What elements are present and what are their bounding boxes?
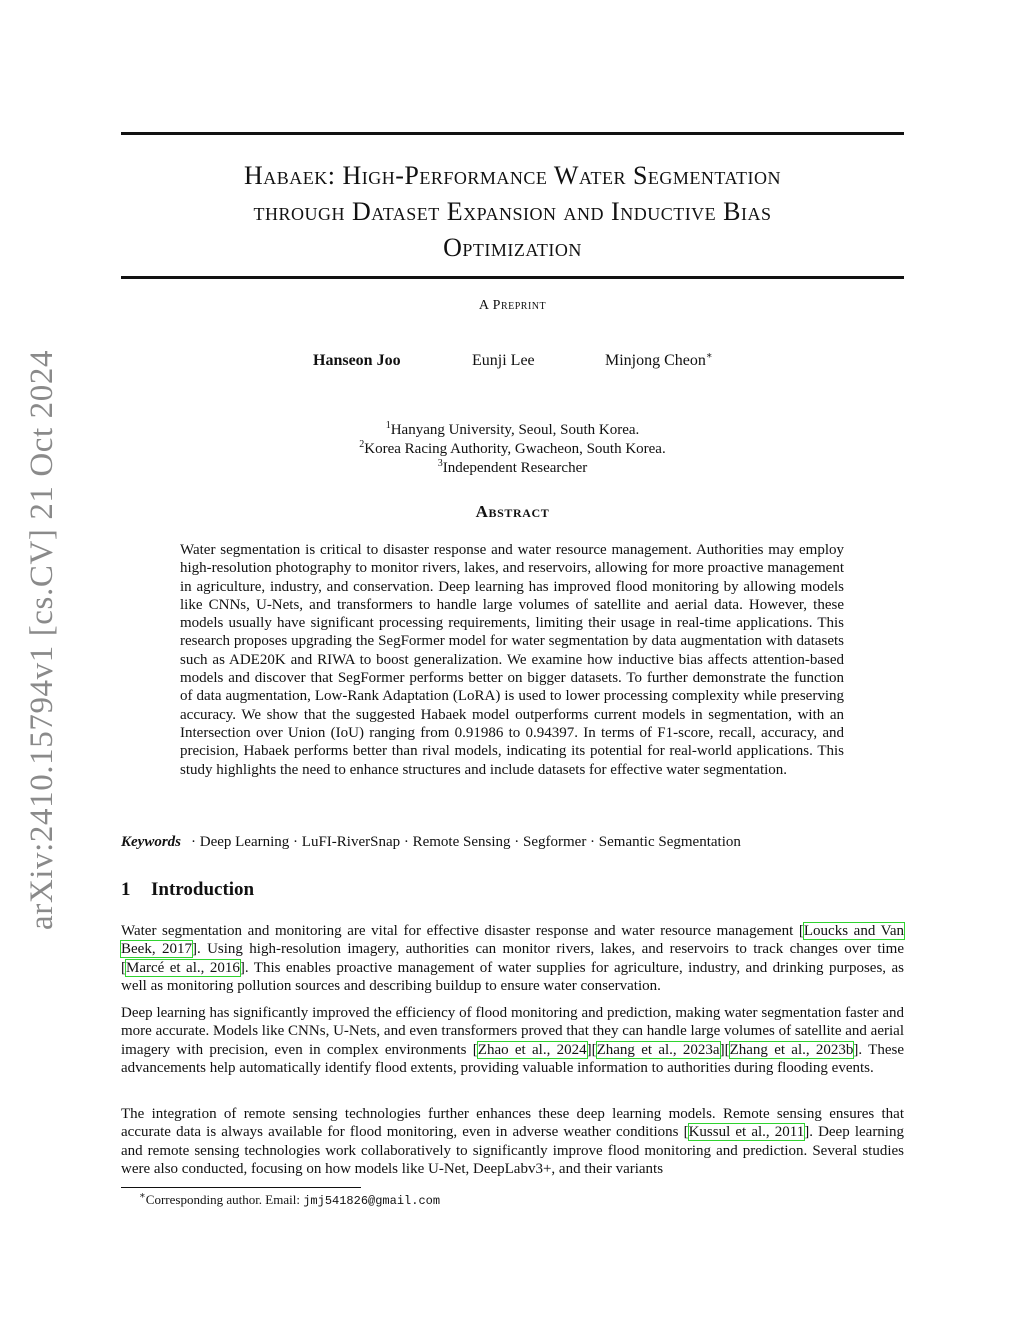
arxiv-identifier: arXiv:2410.15794v1 [cs.CV] 21 Oct 2024 — [24, 349, 60, 930]
author-3-name: Minjong Cheon — [605, 352, 706, 369]
intro-paragraph-3 — [121, 1105, 904, 1179]
title-rule-bottom — [121, 276, 904, 279]
footnote — [139, 1192, 440, 1208]
footnote-rule — [121, 1187, 361, 1188]
keywords-text: · Deep Learning · LuFI-RiverSnap · Remote Sensing · Segformer · Semantic Segmentation — [191, 834, 741, 850]
section-title: Introduction — [151, 879, 255, 900]
section-number: 1 — [121, 879, 131, 900]
keywords-label: Keywords — [121, 834, 181, 850]
affiliation-3-number: 3 — [437, 458, 443, 469]
affiliation-1-text: Hanyang University, Seoul, South Korea. — [390, 422, 640, 438]
footnote-mark: ∗ — [139, 1190, 146, 1202]
abstract-heading: Abstract — [475, 502, 550, 521]
keywords-line — [121, 834, 904, 851]
footnote-text: Corresponding author. Email: — [145, 1192, 304, 1207]
text-run: ]. This enables proactive management of water supplies for agriculture, industry, and drinking purposes, as well as monitoring pollution sources and describing buildup to ensure water conservation. — [121, 959, 904, 995]
affiliation-1-number: 1 — [385, 420, 391, 431]
affiliation-2-text: Korea Racing Authority, Gwacheon, South Korea. — [364, 441, 666, 457]
affiliations — [121, 421, 904, 478]
title-line-2: through Dataset Expansion and Inductive Bias — [253, 197, 772, 226]
affiliation-1 — [121, 421, 904, 440]
text-run: ][ — [719, 1041, 730, 1058]
paper-title — [121, 158, 904, 266]
affiliation-2-number: 2 — [359, 439, 365, 450]
author-1-name: Hanseon Joo — [313, 352, 401, 369]
section-heading-introduction — [121, 879, 254, 901]
text-run: ]. Using high-resolution imagery, authorities can monitor rivers, lakes, and reservoirs to track changes over time [ — [121, 941, 904, 976]
text-run: Deep learning has significantly improved the efficiency of flood monitoring and prediction, making water segmentation faster and more accurate. Models like CNNs, U-Nets, and even transformers proved that they can handle large volumes of satellite and aerial imagery with precision, even in complex environments [ — [121, 1005, 904, 1058]
intro-paragraph-2 — [121, 1004, 904, 1078]
citation-link[interactable]: Zhang et al., 2023a — [596, 1041, 720, 1058]
author-2 — [472, 352, 535, 370]
text-run: ]. Deep learning and remote sensing technologies work collaboratively to significantly improve flood monitoring and prediction. Several studies were also conducted, focusing on how models like U-Net, DeepLabv3+, and their variants — [121, 1124, 904, 1178]
corresponding-mark: ∗ — [705, 350, 713, 362]
affiliation-2 — [121, 440, 904, 459]
corresponding-email[interactable]: jmj541826@gmail.com — [303, 1194, 441, 1208]
title-rule-top — [121, 132, 904, 135]
title-line-1: Habaek: High-Performance Water Segmentation — [244, 161, 781, 190]
text-run: The integration of remote sensing technologies further enhances these deep learning models. Remote sensing ensures that accurate data is always available for flood monitoring, even in adverse weather conditions [ — [121, 1106, 904, 1141]
author-2-name: Eunji Lee — [472, 352, 535, 369]
citation-link[interactable]: Zhao et al., 2024 — [477, 1041, 587, 1058]
citation-link[interactable]: Kussul et al., 2011 — [688, 1124, 805, 1141]
citation-link[interactable]: Zhang et al., 2023b — [729, 1041, 854, 1058]
text-run: Water segmentation and monitoring are vital for effective disaster response and water resource management [ — [121, 923, 804, 939]
title-line-3: Optimization — [443, 233, 582, 262]
citation-link[interactable]: Marcé et al., 2016 — [126, 959, 240, 976]
preprint-label: A Preprint — [478, 298, 547, 313]
author-3 — [605, 352, 713, 370]
author-1 — [313, 352, 401, 370]
affiliation-3-text: Independent Researcher — [442, 460, 588, 476]
affiliation-3 — [121, 459, 904, 478]
text-run: ]. These advancements help automatically identify flood extents, providing valuable information to authorities during flooding events. — [121, 1041, 904, 1077]
intro-paragraph-1 — [121, 922, 904, 996]
text-run: ][ — [586, 1041, 597, 1058]
abstract-text: Water segmentation is critical to disaster response and water resource management. Authorities may employ high-resolution photography to monitor rivers, lakes, and reservoirs, allowing for more proactive management in agriculture, industry, and conservation. Deep learning has improved flood monitoring by allowing models like CNNs, U-Nets, and transformers to handle large volumes of satellite and aerial data. However, these models usually have significant processing requirements, limiting their usage in real-time applications. This research proposes upgrading the SegFormer model for water segmentation by data augmentation with datasets such as ADE20K and RIWA to boost generalization. We examine how inductive bias affects attention-based models and discover that SegFormer performs better on bigger datasets. To further demonstrate the function of data augmentation, Low-Rank Adaptation (LoRA) is used to lower processing complexity while preserving accuracy. We show that the suggested Habaek model outperforms current models in segmentation, with an Intersection over Union (IoU) ranging from 0.91986 to 0.94397. In terms of F1-score, recall, accuracy, and precision, Habaek performs better than rival models, indicating its potential for real-world applications. This study highlights the need to enhance structures and include datasets for effective water segmentation. — [180, 542, 844, 778]
citation-link[interactable]: Loucks and Van Beek, 2017 — [121, 923, 905, 958]
